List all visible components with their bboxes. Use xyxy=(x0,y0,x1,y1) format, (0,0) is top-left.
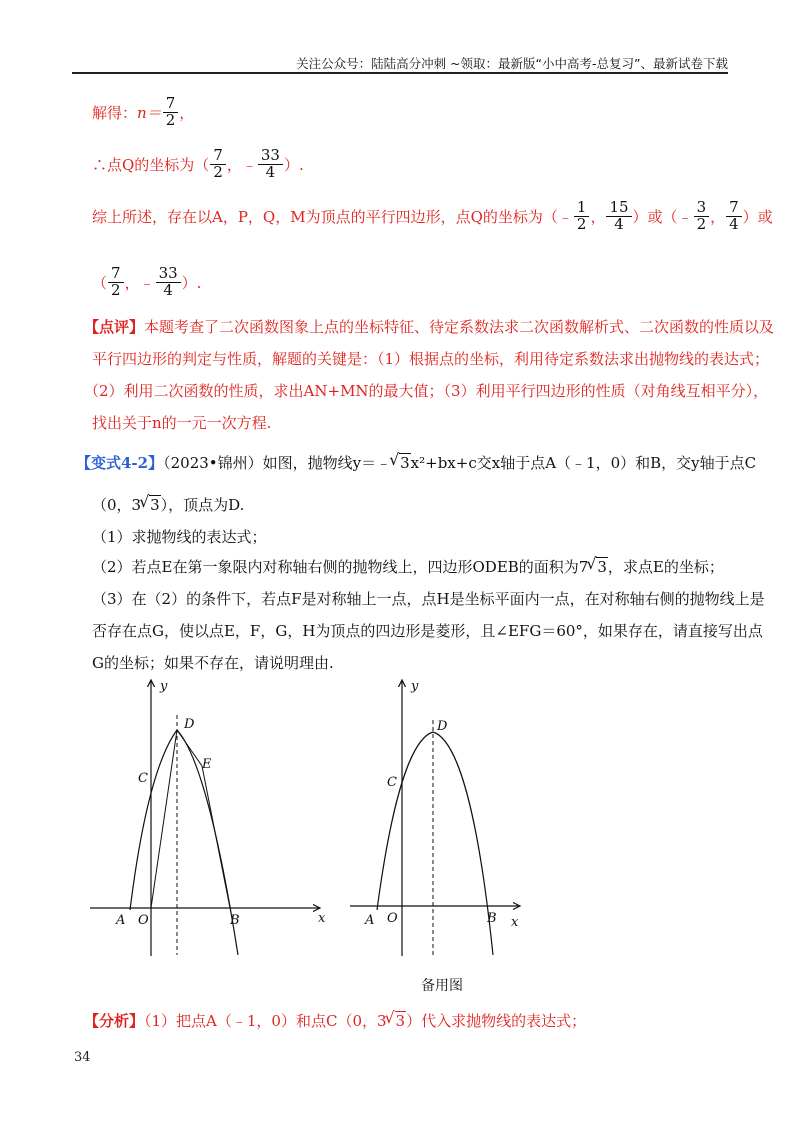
s-mid1: ， xyxy=(590,207,606,226)
label-a: A xyxy=(365,913,375,928)
fraction-q2: $\frac{33}{4}$ xyxy=(258,148,283,181)
sqrt-3-b: √ 3 xyxy=(141,494,161,516)
fraction-l1: $\frac{7}{2}$ xyxy=(108,266,124,299)
segment-eb xyxy=(202,766,230,908)
problem-text-1b: x²+bx+c交x轴于点A（﹣1，0）和B，交y轴于点C xyxy=(410,454,757,472)
label-b: B xyxy=(487,911,497,926)
s-or: ）或（﹣ xyxy=(632,207,693,226)
problem-q1: （1）求抛物线的表达式； xyxy=(92,528,267,546)
problem-tag: 【变式4-2】 xyxy=(76,454,164,472)
summary-line xyxy=(92,200,773,233)
l-mid: ，﹣ xyxy=(124,273,155,292)
problem-q3-line-3: G的坐标；如果不存在，请说明理由. xyxy=(92,654,334,672)
q-mid: ，﹣ xyxy=(226,155,257,174)
fraction-s3: $\frac{3}{2}$ xyxy=(694,200,710,233)
label-y: y xyxy=(411,679,419,694)
analysis-tag: 【分析】 xyxy=(84,1012,145,1030)
figure-main xyxy=(80,670,350,960)
n-eq: n＝ xyxy=(137,103,162,122)
label-o: O xyxy=(138,913,149,928)
summary-prefix: 综上所述，存在以A，P，Q，M为顶点的平行四边形，点Q的坐标为（﹣ xyxy=(92,207,573,226)
label-e: E xyxy=(202,757,212,772)
fraction-s2: $\frac{15}{4}$ xyxy=(606,200,631,233)
label-a: A xyxy=(116,913,126,928)
analysis-text-a: （1）把点A（﹣1，0）和点C（0，3 xyxy=(144,1012,387,1030)
problem-q3-line-2: 否存在点G，使以点E，F，G，H为顶点的四边形是菱形，且∠EFG＝60°，如果存在，请直接写出点 xyxy=(92,622,763,640)
problem-text-2a: （0，3 xyxy=(92,496,142,514)
label-b: B xyxy=(230,913,240,928)
segment-de xyxy=(177,730,202,766)
comment-line-1 xyxy=(84,316,774,338)
label-c: C xyxy=(387,775,397,790)
comment-line-3: （2）利用二次函数的性质，求出AN+MN的最大值；（3）利用平行四边形的性质（对角线互相平分）， xyxy=(84,382,769,400)
page-header: 关注公众号：陆陆高分冲刺 ~领取：最新版“小中高考-总复习”、最新试卷下载 xyxy=(296,56,728,71)
page-number: 34 xyxy=(74,1050,91,1065)
fraction-s1: $\frac{1}{2}$ xyxy=(574,200,590,233)
problem-q3-line-1: （3）在（2）的条件下，若点F是对称轴上一点，点H是坐标平面内一点，在对称轴右侧的抛物线上是 xyxy=(92,590,765,608)
figure-spare xyxy=(345,670,535,960)
analysis-line xyxy=(84,1010,586,1032)
q-prefix: ∴点Q的坐标为（ xyxy=(92,155,210,174)
problem-text-1a: （2023•锦州）如图，抛物线y＝﹣ xyxy=(163,454,392,472)
jiede-label: 解得： xyxy=(92,103,138,122)
sqrt-3-c: √ 3 xyxy=(588,556,608,578)
analysis-text-b: ）代入求抛物线的表达式； xyxy=(406,1012,587,1030)
solution-n-line xyxy=(92,96,194,129)
figure-caption: 备用图 xyxy=(421,978,463,994)
label-c: C xyxy=(138,771,148,786)
segment-od xyxy=(151,730,177,908)
label-x: x xyxy=(511,915,519,930)
fraction-q1: $\frac{7}{2}$ xyxy=(210,148,226,181)
s-or2: ）或 xyxy=(742,207,773,226)
comment-line-2: 平行四边形的判定与性质，解题的关键是：（1）根据点的坐标，利用待定系数法求出抛物线的表达式； xyxy=(92,350,770,368)
label-y: y xyxy=(160,679,168,694)
label-d: D xyxy=(184,717,195,732)
label-o: O xyxy=(387,911,398,926)
label-x: x xyxy=(318,911,326,926)
comment-text-1: 本题考查了二次函数图象上点的坐标特征、待定系数法求二次函数解析式、二次函数的性质以及 xyxy=(144,318,775,336)
label-d: D xyxy=(437,719,448,734)
l-end: ）. xyxy=(181,273,202,292)
problem-q2-b: ，求点E的坐标； xyxy=(607,558,724,576)
header-rule xyxy=(72,72,728,74)
fraction-s4: $\frac{7}{4}$ xyxy=(726,200,742,233)
sqrt-3-a: √ 3 xyxy=(391,452,411,474)
comment-line-4: 找出关于n的一元一次方程. xyxy=(92,414,272,432)
comment-tag: 【点评】 xyxy=(84,318,145,336)
s-mid2: ， xyxy=(710,207,726,226)
fraction-n: $\frac{7}{2}$ xyxy=(163,96,179,129)
q-end: ）. xyxy=(283,155,304,174)
last-open: （ xyxy=(92,273,108,292)
problem-text-2b: ），顶点为D. xyxy=(160,496,245,514)
solution-q-line xyxy=(92,148,304,181)
summary-line-2 xyxy=(92,266,201,299)
problem-line-2 xyxy=(92,494,244,516)
problem-line-1 xyxy=(76,452,756,474)
problem-q2-a: （2）若点E在第一象限内对称轴右侧的抛物线上，四边形ODEB的面积为7 xyxy=(92,558,589,576)
fraction-l2: $\frac{33}{4}$ xyxy=(156,266,181,299)
comma: ， xyxy=(179,103,195,122)
sqrt-3-d: √ 3 xyxy=(387,1010,407,1032)
problem-q2 xyxy=(92,556,724,578)
